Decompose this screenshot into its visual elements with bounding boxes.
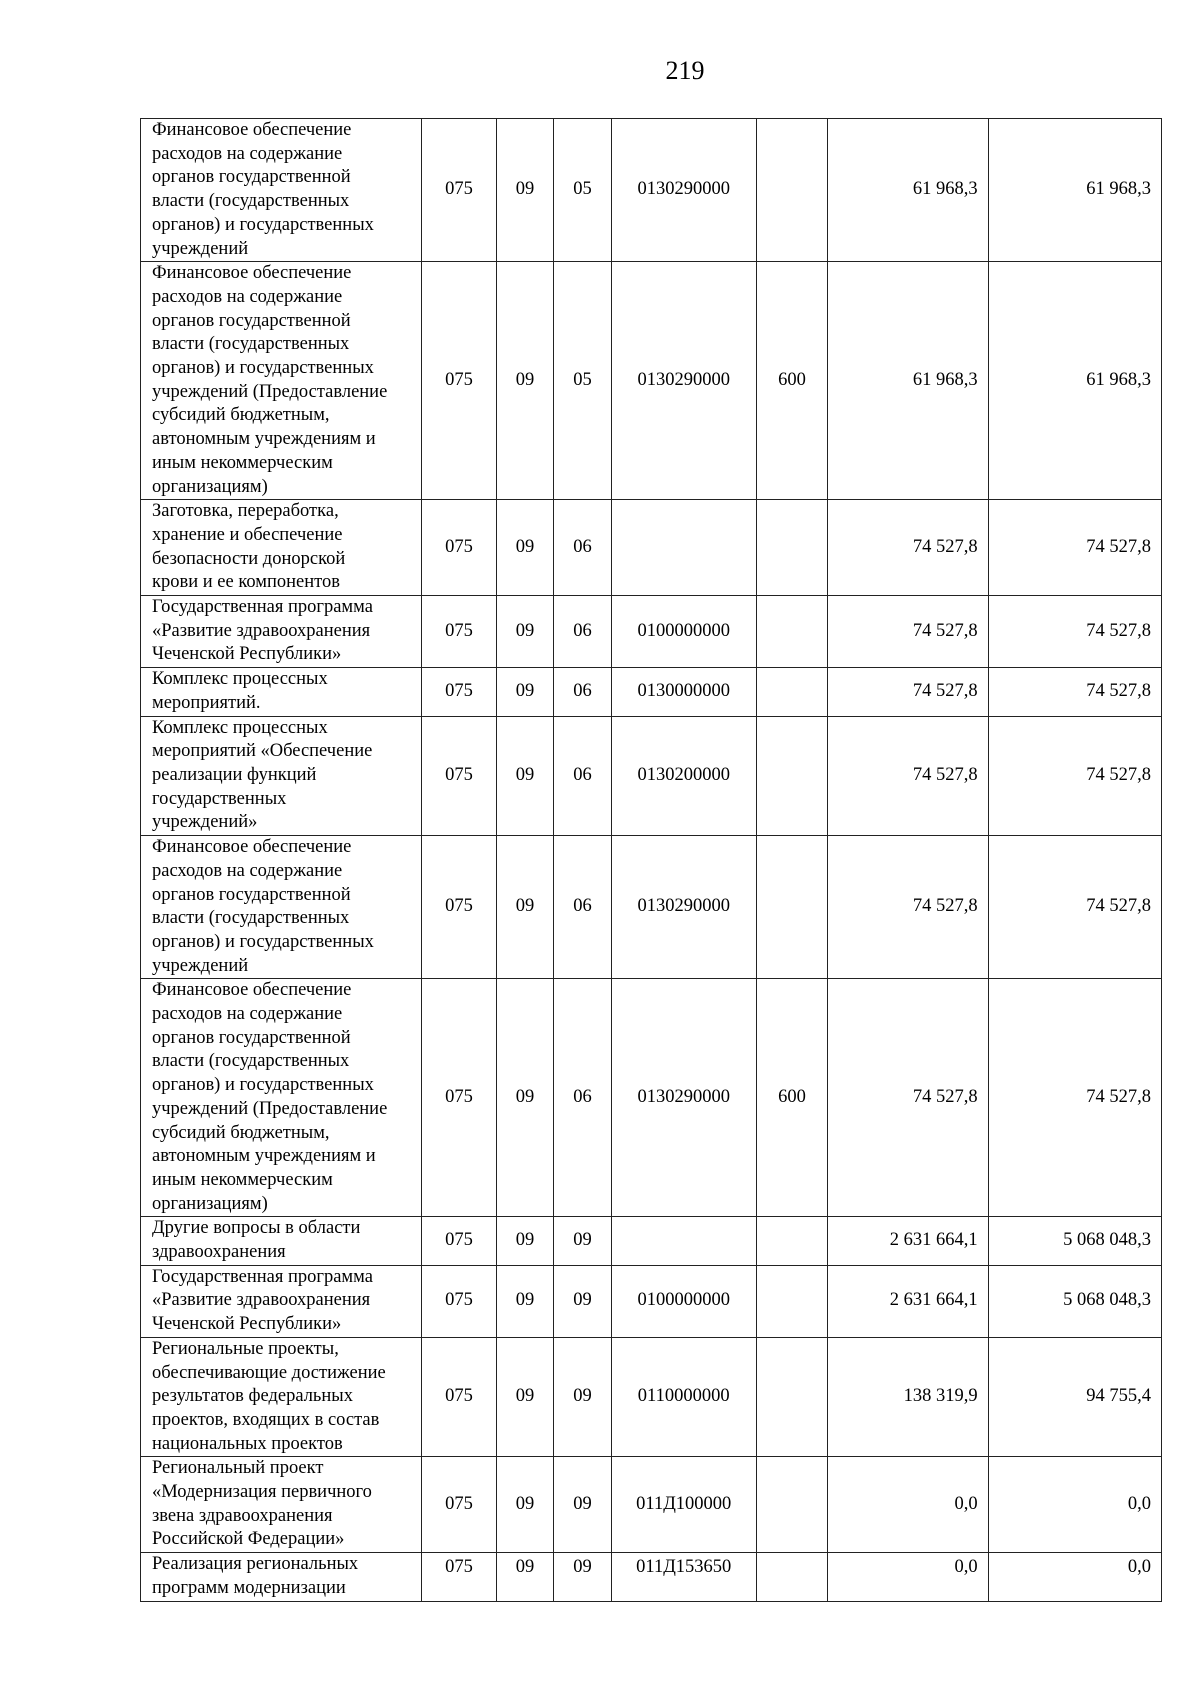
section-code: 09 bbox=[496, 1337, 553, 1457]
expense-type-code bbox=[756, 1457, 828, 1553]
section-code: 09 bbox=[496, 262, 553, 500]
ministry-code: 075 bbox=[422, 716, 497, 836]
target-code: 011Д153650 bbox=[611, 1553, 756, 1602]
expense-type-code bbox=[756, 836, 828, 979]
row-name: Государственная программа «Развитие здравоохранения Чеченской Республики» bbox=[141, 596, 422, 668]
target-code: 0130290000 bbox=[611, 262, 756, 500]
row-name: Государственная программа «Развитие здравоохранения Чеченской Республики» bbox=[141, 1265, 422, 1337]
amount-year-1: 74 527,8 bbox=[828, 979, 988, 1217]
expense-type-code bbox=[756, 119, 828, 262]
target-code: 0110000000 bbox=[611, 1337, 756, 1457]
ministry-code: 075 bbox=[422, 979, 497, 1217]
section-code: 09 bbox=[496, 119, 553, 262]
amount-year-2: 0,0 bbox=[988, 1457, 1161, 1553]
subsection-code: 09 bbox=[554, 1265, 611, 1337]
amount-year-2: 5 068 048,3 bbox=[988, 1217, 1161, 1265]
amount-year-2: 74 527,8 bbox=[988, 500, 1161, 596]
subsection-code: 06 bbox=[554, 500, 611, 596]
ministry-code: 075 bbox=[422, 500, 497, 596]
amount-year-2: 74 527,8 bbox=[988, 716, 1161, 836]
row-name: Заготовка, переработка, хранение и обеспечение безопасности донорской крови и ее компонентов bbox=[141, 500, 422, 596]
subsection-code: 06 bbox=[554, 716, 611, 836]
amount-year-2: 74 527,8 bbox=[988, 979, 1161, 1217]
row-name: Финансовое обеспечение расходов на содержание органов государственной власти (государственных органов) и государственных учреждений bbox=[141, 119, 422, 262]
subsection-code: 06 bbox=[554, 668, 611, 716]
table-row bbox=[141, 119, 1162, 262]
target-code: 0130000000 bbox=[611, 668, 756, 716]
target-code: 0130290000 bbox=[611, 119, 756, 262]
ministry-code: 075 bbox=[422, 1457, 497, 1553]
section-code: 09 bbox=[496, 1265, 553, 1337]
amount-year-2: 74 527,8 bbox=[988, 836, 1161, 979]
subsection-code: 09 bbox=[554, 1553, 611, 1602]
amount-year-1: 0,0 bbox=[828, 1553, 988, 1602]
row-name: Реализация региональных программ модернизации bbox=[141, 1553, 422, 1602]
table-row bbox=[141, 596, 1162, 668]
amount-year-1: 74 527,8 bbox=[828, 500, 988, 596]
amount-year-1: 61 968,3 bbox=[828, 262, 988, 500]
expense-type-code bbox=[756, 596, 828, 668]
expense-type-code: 600 bbox=[756, 262, 828, 500]
section-code: 09 bbox=[496, 979, 553, 1217]
ministry-code: 075 bbox=[422, 1217, 497, 1265]
target-code: 0100000000 bbox=[611, 1265, 756, 1337]
target-code bbox=[611, 1217, 756, 1265]
row-name: Региональный проект «Модернизация первичного звена здравоохранения Российской Федерации» bbox=[141, 1457, 422, 1553]
expense-type-code bbox=[756, 716, 828, 836]
target-code: 0130290000 bbox=[611, 979, 756, 1217]
expense-type-code bbox=[756, 1553, 828, 1602]
row-name: Региональные проекты, обеспечивающие достижение результатов федеральных проектов, входящих в состав национальных проектов bbox=[141, 1337, 422, 1457]
table-row bbox=[141, 1457, 1162, 1553]
section-code: 09 bbox=[496, 1217, 553, 1265]
section-code: 09 bbox=[496, 668, 553, 716]
amount-year-1: 74 527,8 bbox=[828, 596, 988, 668]
row-name: Финансовое обеспечение расходов на содержание органов государственной власти (государственных органов) и государственных учреждений bbox=[141, 836, 422, 979]
section-code: 09 bbox=[496, 1457, 553, 1553]
ministry-code: 075 bbox=[422, 119, 497, 262]
amount-year-2: 5 068 048,3 bbox=[988, 1265, 1161, 1337]
target-code: 0130200000 bbox=[611, 716, 756, 836]
subsection-code: 09 bbox=[554, 1337, 611, 1457]
amount-year-1: 2 631 664,1 bbox=[828, 1265, 988, 1337]
amount-year-2: 74 527,8 bbox=[988, 596, 1161, 668]
section-code: 09 bbox=[496, 596, 553, 668]
row-name: Другие вопросы в области здравоохранения bbox=[141, 1217, 422, 1265]
expense-type-code bbox=[756, 500, 828, 596]
subsection-code: 05 bbox=[554, 262, 611, 500]
row-name: Финансовое обеспечение расходов на содержание органов государственной власти (государственных органов) и государственных учреждений (Предоставление субсидий бюджетным, автономным учреждениям и иным некоммерческим организациям) bbox=[141, 262, 422, 500]
row-name: Комплекс процессных мероприятий «Обеспечение реализации функций государственных учреждений» bbox=[141, 716, 422, 836]
expense-type-code bbox=[756, 668, 828, 716]
section-code: 09 bbox=[496, 836, 553, 979]
amount-year-2: 94 755,4 bbox=[988, 1337, 1161, 1457]
table-row bbox=[141, 979, 1162, 1217]
table-row bbox=[141, 836, 1162, 979]
table-row bbox=[141, 1337, 1162, 1457]
amount-year-2: 0,0 bbox=[988, 1553, 1161, 1602]
amount-year-1: 74 527,8 bbox=[828, 716, 988, 836]
ministry-code: 075 bbox=[422, 836, 497, 979]
row-name: Комплекс процессных мероприятий. bbox=[141, 668, 422, 716]
table-row bbox=[141, 668, 1162, 716]
table-row bbox=[141, 1217, 1162, 1265]
ministry-code: 075 bbox=[422, 668, 497, 716]
amount-year-1: 74 527,8 bbox=[828, 668, 988, 716]
amount-year-1: 138 319,9 bbox=[828, 1337, 988, 1457]
subsection-code: 05 bbox=[554, 119, 611, 262]
amount-year-1: 61 968,3 bbox=[828, 119, 988, 262]
target-code: 011Д100000 bbox=[611, 1457, 756, 1553]
target-code: 0100000000 bbox=[611, 596, 756, 668]
subsection-code: 09 bbox=[554, 1457, 611, 1553]
table-row bbox=[141, 1265, 1162, 1337]
amount-year-1: 74 527,8 bbox=[828, 836, 988, 979]
expense-type-code bbox=[756, 1265, 828, 1337]
expense-type-code bbox=[756, 1217, 828, 1265]
target-code bbox=[611, 500, 756, 596]
table-row bbox=[141, 262, 1162, 500]
page-number: 219 bbox=[665, 56, 705, 85]
amount-year-2: 61 968,3 bbox=[988, 262, 1161, 500]
ministry-code: 075 bbox=[422, 1337, 497, 1457]
ministry-code: 075 bbox=[422, 1553, 497, 1602]
expense-type-code: 600 bbox=[756, 979, 828, 1217]
section-code: 09 bbox=[496, 716, 553, 836]
table-row bbox=[141, 500, 1162, 596]
amount-year-1: 0,0 bbox=[828, 1457, 988, 1553]
subsection-code: 06 bbox=[554, 979, 611, 1217]
row-name: Финансовое обеспечение расходов на содержание органов государственной власти (государственных органов) и государственных учреждений (Предоставление субсидий бюджетным, автономным учреждениям и иным некоммерческим организациям) bbox=[141, 979, 422, 1217]
ministry-code: 075 bbox=[422, 262, 497, 500]
subsection-code: 06 bbox=[554, 596, 611, 668]
subsection-code: 06 bbox=[554, 836, 611, 979]
expense-type-code bbox=[756, 1337, 828, 1457]
section-code: 09 bbox=[496, 1553, 553, 1602]
target-code: 0130290000 bbox=[611, 836, 756, 979]
section-code: 09 bbox=[496, 500, 553, 596]
subsection-code: 09 bbox=[554, 1217, 611, 1265]
table-row bbox=[141, 716, 1162, 836]
budget-table bbox=[140, 118, 1162, 1602]
ministry-code: 075 bbox=[422, 596, 497, 668]
amount-year-1: 2 631 664,1 bbox=[828, 1217, 988, 1265]
amount-year-2: 74 527,8 bbox=[988, 668, 1161, 716]
table-row bbox=[141, 1553, 1162, 1602]
ministry-code: 075 bbox=[422, 1265, 497, 1337]
amount-year-2: 61 968,3 bbox=[988, 119, 1161, 262]
